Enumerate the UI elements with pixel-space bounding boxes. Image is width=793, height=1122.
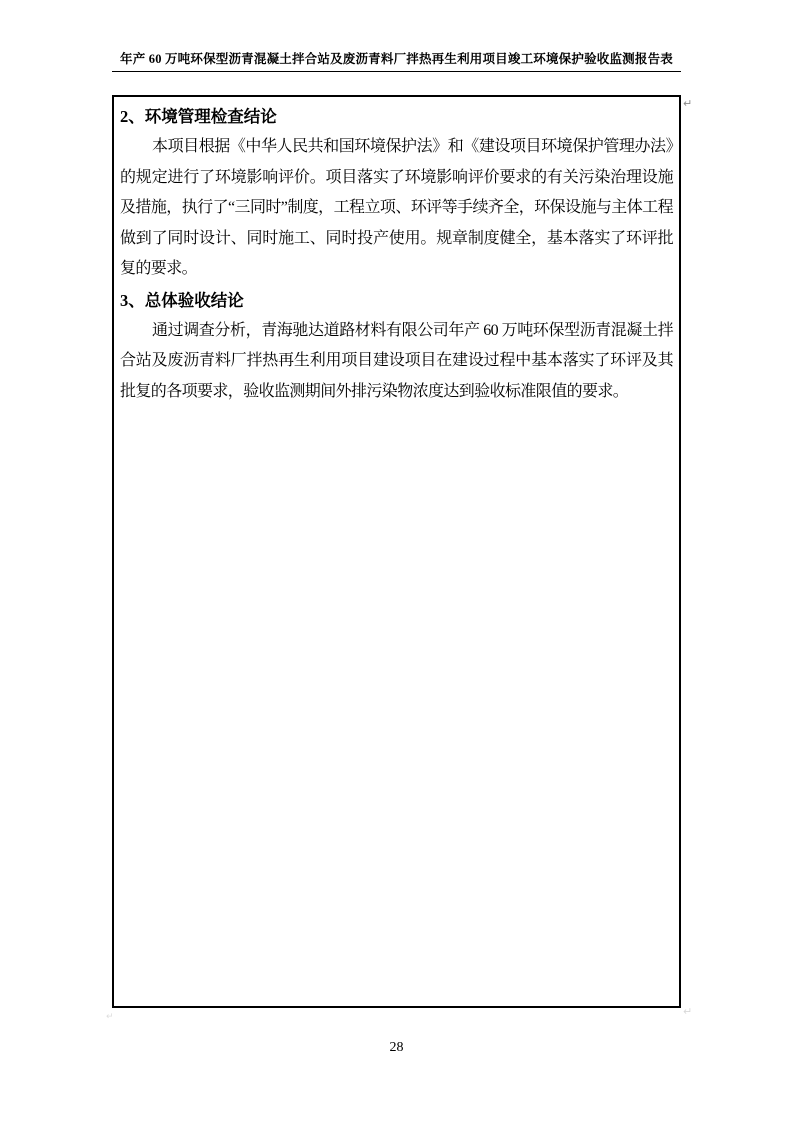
table-end-mark-icon: ↵ xyxy=(106,1012,114,1022)
page-number: 28 xyxy=(389,1040,404,1055)
conclusion-table-cell xyxy=(112,95,681,1008)
paragraph-mark-icon: ↵ xyxy=(683,1005,693,1018)
section-heading-overall-acceptance: 3、总体验收结论 xyxy=(120,290,244,310)
section-paragraph-overall-acceptance: 通过调查分析，青海驰达道路材料有限公司年产 60 万吨环保型沥青混凝土拌合站及废沥青料厂拌热再生利用项目建设项目在建设过程中基本落实了环评及其批复的各项要求，验收监测期间外排污染物浓度达到验收标准限值的要求。 xyxy=(120,321,673,400)
paragraph-mark-icon: ↵ xyxy=(683,97,693,110)
header-title: 年产 60 万吨环保型沥青混凝土拌合站及废沥青料厂拌热再生利用项目竣工环境保护验收监测报告表 xyxy=(120,52,673,66)
section-paragraph-environmental-management: 本项目根据《中华人民共和国环境保护法》和《建设项目环境保护管理办法》的规定进行了环境影响评价。项目落实了环境影响评价要求的有关污染治理设施及措施，执行了“三同时”制度，工程立项、环评等手续齐全，环保设施与主体工程做到了同时设计、同时施工、同时投产使用。规章制度健全，基本落实了环评批复的要求。 xyxy=(120,138,673,277)
page-header xyxy=(112,51,681,72)
section-heading-environmental-management: 2、环境管理检查结论 xyxy=(120,107,277,126)
